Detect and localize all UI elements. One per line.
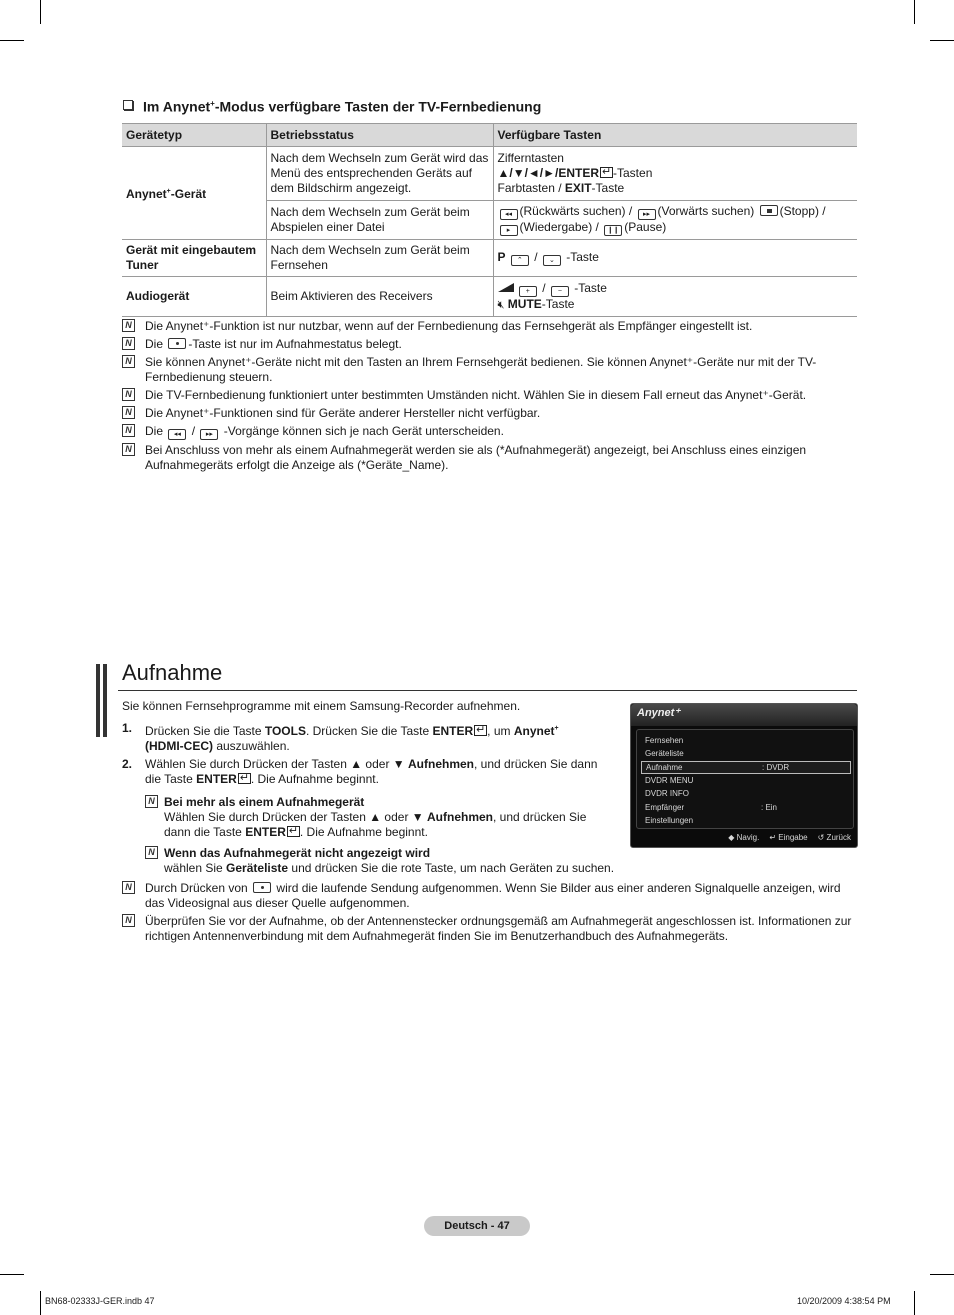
- sub-note-not-shown: N Wenn das Aufnahmegerät nicht angezeigt wird wählen Sie Geräteliste und drücken Sie die rote Taste, um nach Geräten zu suchen.: [145, 846, 635, 876]
- note-item: N Überprüfen Sie vor der Aufnahme, ob der Antennenstecker ordnungsgemäß am Aufnahmegerät angeschlossen ist. Informationen zur richtigen Antennenverbindung mit dem Aufnahmegerät finden Sie im Benutzerhandbuch des Aufnahmegeräts.: [122, 914, 857, 944]
- record-icon: [253, 882, 271, 893]
- note-icon: N: [122, 424, 135, 437]
- crop-mark: [914, 1291, 915, 1315]
- note-icon: N: [122, 388, 135, 401]
- keys-cell: Zifferntasten ▲/▼/◄/►/ENTER↵ -Tasten Farbtasten / EXIT-Taste: [493, 147, 857, 201]
- enter-icon: [600, 167, 613, 178]
- osd-menu-item[interactable]: DVDR INFO: [645, 789, 689, 798]
- enter-icon: [238, 773, 251, 784]
- anynet-osd-menu: [630, 703, 858, 848]
- crop-mark: [930, 40, 954, 41]
- table-header: Gerätetyp: [122, 124, 266, 147]
- osd-menu-item[interactable]: Fernsehen: [645, 736, 684, 745]
- anynet-logo: Anynet⁺: [631, 704, 857, 726]
- page-title: Aufnahme: [122, 660, 223, 685]
- rewind-icon: ◂◂: [168, 429, 186, 440]
- volume-down-icon: −: [551, 286, 569, 297]
- sub-note-multiple: N Bei mehr als einem Aufnahmegerät Wählen Sie durch Drücken der Tasten ▲ oder ▼ Aufnehmen, und drücken Sie dann die Taste ENTER↵ . Die Aufnahme beginnt.: [145, 795, 615, 840]
- osd-back-hint: ↺ Zurück: [817, 833, 851, 842]
- device-cell: Gerät mit eingebautem Tuner: [122, 240, 266, 277]
- note-item: N Die Anynet⁺-Funktion ist nur nutzbar, wenn auf der Fernbedienung das Fernsehgerät als Empfänger eingestellt ist.: [122, 319, 857, 334]
- channel-up-icon: ⌃: [511, 255, 529, 266]
- osd-menu-item[interactable]: Einstellungen: [645, 816, 694, 825]
- crop-mark: [0, 1274, 24, 1275]
- note-icon: N: [122, 881, 135, 894]
- volume-up-icon: +: [519, 286, 537, 297]
- osd-menu-item[interactable]: DVDR MENU: [645, 776, 694, 785]
- table-row: [122, 277, 857, 317]
- crop-mark: [40, 1291, 41, 1315]
- note-item: N Durch Drücken von wird die laufende Sendung aufgenommen. Wenn Sie Bilder aus einer anderen Signalquelle anzeigen, wird das Videosignal aus dieser Quelle aufgenommen.: [122, 881, 857, 911]
- osd-menu-list: [636, 729, 854, 829]
- table-header-row: [122, 124, 857, 147]
- table-header: Verfügbare Tasten: [493, 124, 857, 147]
- fast-forward-icon: ▸▸: [638, 209, 656, 220]
- osd-footer: [728, 833, 851, 843]
- note-item: N Sie können Anynet⁺-Geräte nicht mit den Tasten an Ihrem Fernsehgerät bedienen. Sie können Anynet⁺-Geräte nur mit der TV-Fernbedienung steuern.: [122, 355, 857, 385]
- table-row: [122, 240, 857, 277]
- heading-divider: [118, 690, 857, 691]
- table-header: Betriebsstatus: [266, 124, 493, 147]
- record-icon: [168, 338, 186, 349]
- device-cell: Anynet+-Gerät: [122, 147, 266, 240]
- mute-icon: 🔇︎: [497, 298, 505, 311]
- keys-cell: ◂◂ (Rückwärts suchen) / ▸▸ (Vorwärts suchen) (Stopp) / ▸ (Wiedergabe) / ❙❙ (Pause): [493, 201, 857, 240]
- keys-cell: P ⌃ / ⌄ -Taste: [493, 240, 857, 277]
- device-cell: Audiogerät: [122, 277, 266, 317]
- note-item: N Die -Taste ist nur im Aufnahmestatus belegt.: [122, 337, 857, 352]
- checkbox-square-icon: [123, 100, 133, 110]
- note-icon: N: [145, 846, 158, 859]
- stop-icon: [760, 205, 778, 216]
- status-cell: Nach dem Wechseln zum Gerät beim Fernsehen: [266, 240, 493, 277]
- osd-menu-item[interactable]: Empfänger : Ein: [645, 803, 778, 812]
- footer-timestamp: 10/20/2009 4:38:54 PM: [797, 1296, 891, 1306]
- fast-forward-icon: ▸▸: [200, 429, 218, 440]
- intro-text: Sie können Fernsehprogramme mit einem Samsung-Recorder aufnehmen.: [122, 699, 521, 713]
- keys-table: [122, 123, 857, 317]
- note-item: N Die ◂◂ / ▸▸ -Vorgänge können sich je nach Gerät unterscheiden.: [122, 424, 857, 440]
- note-icon: N: [145, 795, 158, 808]
- table-row: [122, 147, 857, 201]
- note-item: N Bei Anschluss von mehr als einem Aufnahmegerät werden sie als (*Aufnahmegerät) angezeigt, bei Anschluss eines einzigen Aufnahmegeräts erfolgt die Anzeige als (*Geräte_Name).: [122, 443, 857, 473]
- channel-down-icon: ⌄: [543, 255, 561, 266]
- step-1: 1. Drücken Sie die Taste TOOLS. Drücken Sie die Taste ENTER↵ , um Anynet+ (HDMI-CEC) auszuwählen.: [122, 721, 622, 754]
- status-cell: Nach dem Wechseln zum Gerät wird das Menü des entsprechenden Geräts auf dem Bildschirm angezeigt.: [266, 147, 493, 201]
- pause-icon: ❙❙: [604, 225, 622, 236]
- page-number: Deutsch - 47: [424, 1216, 530, 1236]
- note-item: N Die TV-Fernbedienung funktioniert unter bestimmten Umständen nicht. Wählen Sie in diesem Fall erneut das Anynet⁺-Gerät.: [122, 388, 857, 403]
- keys-cell: + / − -Taste 🔇︎ MUTE-Taste: [493, 277, 857, 317]
- crop-mark: [930, 1274, 954, 1275]
- status-cell: Beim Aktivieren des Receivers: [266, 277, 493, 317]
- osd-enter-hint: ↵ Eingabe: [769, 833, 808, 842]
- play-icon: ▸: [500, 225, 518, 236]
- step-2: 2. Wählen Sie durch Drücken der Tasten ▲ oder ▼ Aufnehmen, und drücken Sie dann die Taste ENTER↵ . Die Aufnahme beginnt.: [122, 757, 612, 787]
- crop-mark: [0, 40, 24, 41]
- note-icon: N: [122, 355, 135, 368]
- note-icon: N: [122, 914, 135, 927]
- osd-menu-item[interactable]: Geräteliste: [645, 749, 684, 758]
- status-cell: Nach dem Wechseln zum Gerät beim Abspielen einer Datei: [266, 201, 493, 240]
- heading-bars: [96, 664, 108, 737]
- note-item: N Die Anynet⁺-Funktionen sind für Geräte anderer Hersteller nicht verfügbar.: [122, 406, 857, 421]
- note-icon: N: [122, 319, 135, 332]
- note-icon: N: [122, 406, 135, 419]
- crop-mark: [914, 0, 915, 24]
- notes-list: [122, 319, 857, 476]
- osd-nav-hint: ◆ Navig.: [728, 833, 760, 842]
- footer-file: BN68-02333J-GER.indb 47: [45, 1296, 155, 1306]
- section-title: Im Anynet+-Modus verfügbare Tasten der TV-Fernbedienung: [123, 96, 541, 115]
- note-icon: N: [122, 337, 135, 350]
- volume-icon: [498, 283, 514, 292]
- osd-menu-item-selected[interactable]: Aufnahme : DVDR: [641, 761, 851, 774]
- enter-icon: [474, 725, 487, 736]
- crop-mark: [40, 0, 41, 24]
- note-icon: N: [122, 443, 135, 456]
- rewind-icon: ◂◂: [500, 209, 518, 220]
- enter-icon: [287, 826, 300, 837]
